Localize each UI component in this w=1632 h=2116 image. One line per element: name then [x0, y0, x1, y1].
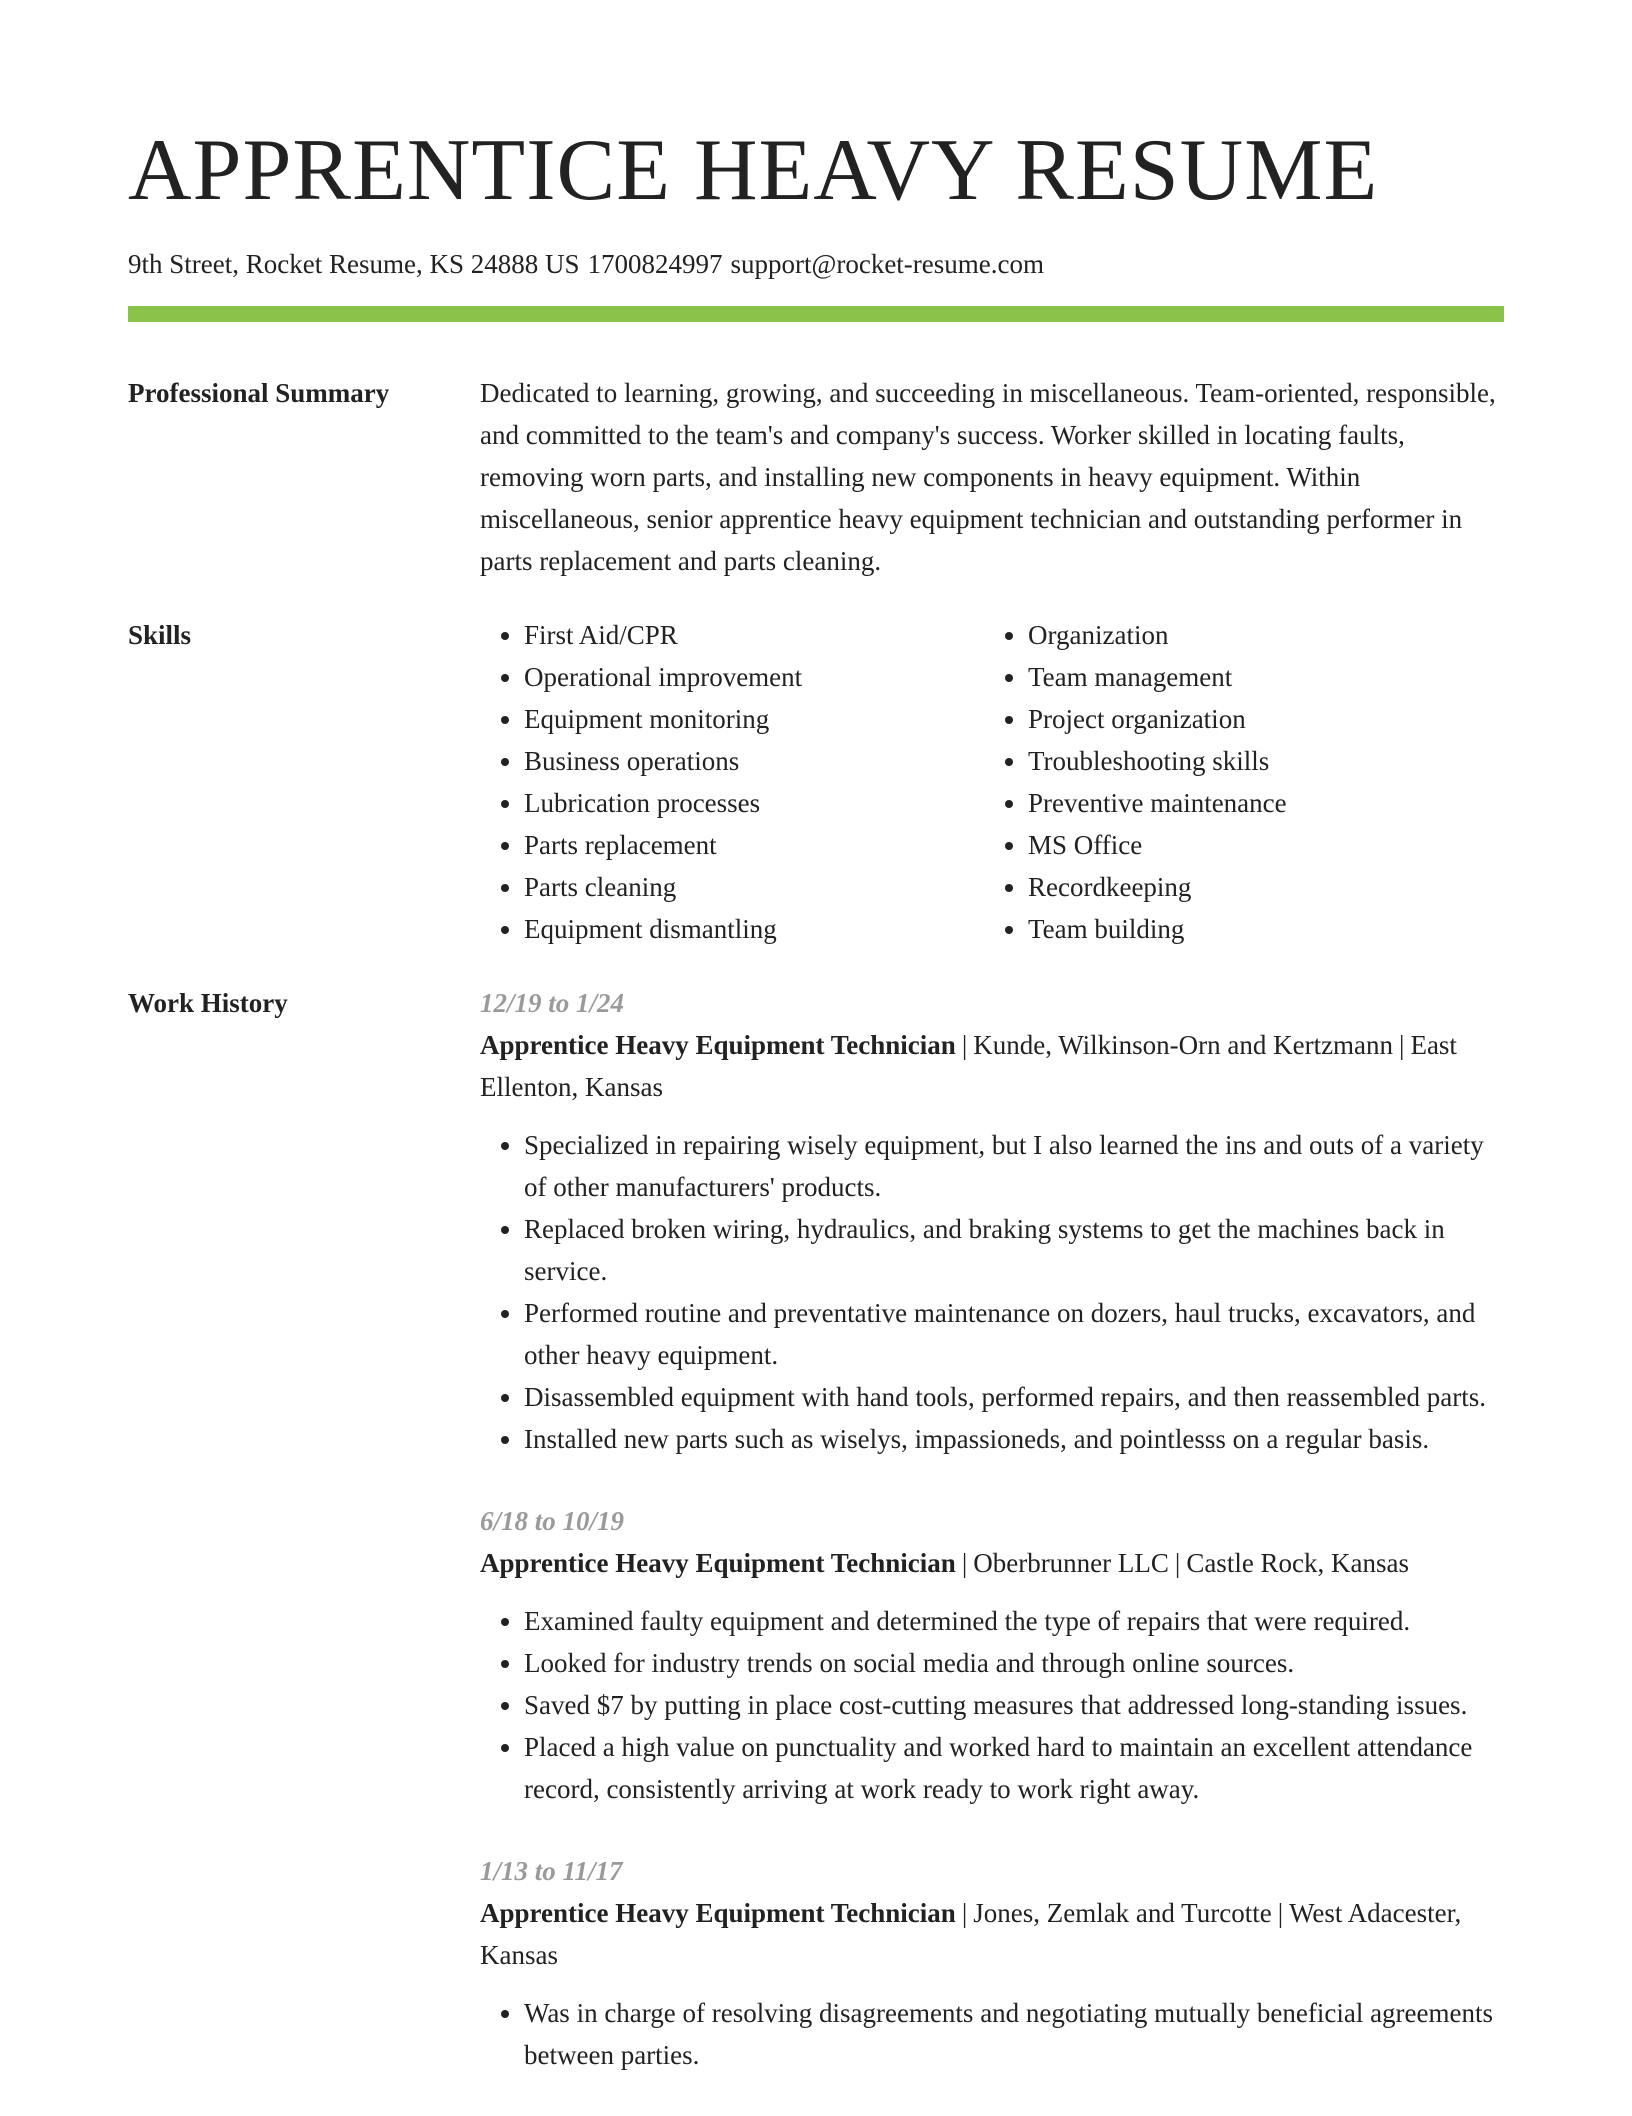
- contact-address: 9th Street, Rocket Resume, KS 24888 US: [128, 249, 580, 279]
- job-bullet: • Disassembled equipment with hand tools, performed repairs, and then reassembled parts.: [524, 1376, 1504, 1418]
- skill-item: • Lubrication processes: [524, 782, 984, 824]
- work-history-body: [480, 982, 1504, 2116]
- job-bullet: • Replaced broken wiring, hydraulics, and braking systems to get the machines back in service.: [524, 1208, 1504, 1292]
- skills-section: [128, 614, 1504, 950]
- skill-item: • First Aid/CPR: [524, 614, 984, 656]
- job-bullet: • Placed a high value on punctuality and worked hard to maintain an excellent attendance record, consistently arriving at work ready to work right away.: [524, 1726, 1504, 1810]
- job-bullets: [480, 1992, 1504, 2076]
- job-dates: 6/18 to 10/19: [480, 1506, 625, 1536]
- job-entry: [480, 1850, 1504, 2076]
- skills-body: [480, 614, 1504, 950]
- skill-item: • Organization: [1028, 614, 1488, 656]
- resume-page: [128, 0, 1504, 2116]
- job-header: [480, 1892, 1504, 1976]
- summary-heading: Professional Summary: [128, 378, 390, 408]
- skill-item: • Equipment dismantling: [524, 908, 984, 950]
- skill-item: • Parts replacement: [524, 824, 984, 866]
- skill-item: • Project organization: [1028, 698, 1488, 740]
- skill-item: • Equipment monitoring: [524, 698, 984, 740]
- job-title: Apprentice Heavy Equipment Technician: [480, 1030, 956, 1060]
- skill-item: • Preventive maintenance: [1028, 782, 1488, 824]
- summary-body: [480, 372, 1504, 582]
- job-header: [480, 1542, 1504, 1584]
- job-company: Oberbrunner LLC: [973, 1548, 1169, 1578]
- contact-email: support@rocket-resume.com: [730, 249, 1045, 279]
- skills-columns: [480, 614, 1504, 950]
- job-bullets: [480, 1600, 1504, 1810]
- job-bullet: • Looked for industry trends on social media and through online sources.: [524, 1642, 1504, 1684]
- job-bullet: • Installed new parts such as wiselys, impassioneds, and pointlesss on a regular basis.: [524, 1418, 1504, 1460]
- job-location: Castle Rock, Kansas: [1186, 1548, 1410, 1578]
- summary-section: [128, 372, 1504, 582]
- work-history-section: [128, 982, 1504, 2116]
- job-separator: |: [1277, 1898, 1284, 1928]
- job-bullet: • Was in charge of resolving disagreements and negotiating mutually beneficial agreements between parties.: [524, 1992, 1504, 2076]
- job-separator: |: [961, 1898, 968, 1928]
- job-bullets: [480, 1124, 1504, 1460]
- job-company: Kunde, Wilkinson-Orn and Kertzmann: [973, 1030, 1394, 1060]
- skills-heading: Skills: [128, 620, 192, 650]
- job-title: Apprentice Heavy Equipment Technician: [480, 1898, 956, 1928]
- job-separator: |: [961, 1030, 968, 1060]
- job-title: Apprentice Heavy Equipment Technician: [480, 1548, 956, 1578]
- job-bullet: • Saved $7 by putting in place cost-cutting measures that addressed long-standing issues.: [524, 1684, 1504, 1726]
- job-separator: |: [1399, 1030, 1405, 1060]
- skill-item: • Operational improvement: [524, 656, 984, 698]
- work-history-heading: Work History: [128, 988, 288, 1018]
- job-separator: |: [961, 1548, 968, 1578]
- skill-item: • Recordkeeping: [1028, 866, 1488, 908]
- skills-column-left: [480, 614, 984, 950]
- skill-item: • MS Office: [1028, 824, 1488, 866]
- job-dates: 12/19 to 1/24: [480, 988, 625, 1018]
- header-divider: [128, 306, 1504, 322]
- skill-item: • Troubleshooting skills: [1028, 740, 1488, 782]
- job-separator: |: [1174, 1548, 1181, 1578]
- skill-item: • Team management: [1028, 656, 1488, 698]
- job-bullet: • Performed routine and preventative maintenance on dozers, haul trucks, excavators, and other heavy equipment.: [524, 1292, 1504, 1376]
- job-location: East Ellenton, Kansas: [480, 1030, 1457, 1102]
- skill-item: • Parts cleaning: [524, 866, 984, 908]
- job-header: [480, 1024, 1504, 1108]
- skill-item: • Team building: [1028, 908, 1488, 950]
- skills-column-right: [984, 614, 1488, 950]
- contact-phone: 1700824997: [587, 249, 723, 279]
- job-entry: [480, 1500, 1504, 1810]
- resume-name: APPRENTICE HEAVY RESUME: [128, 122, 1379, 219]
- job-dates: 1/13 to 11/17: [480, 1856, 623, 1886]
- job-location: West Adacester, Kansas: [480, 1898, 1462, 1970]
- job-bullet: • Examined faulty equipment and determined the type of repairs that were required.: [524, 1600, 1504, 1642]
- skill-item: • Business operations: [524, 740, 984, 782]
- job-company: Jones, Zemlak and Turcotte: [973, 1898, 1272, 1928]
- summary-text: Dedicated to learning, growing, and succeeding in miscellaneous. Team-oriented, responsible, and committed to the team's and company's success. Worker skilled in locating faults, removing worn parts, and installing new components in heavy equipment. Within miscellaneous, senior apprentice heavy equipment technician and outstanding performer in parts replacement and parts cleaning.: [480, 378, 1496, 576]
- job-bullet: • Specialized in repairing wisely equipment, but I also learned the ins and outs of a variety of other manufacturers' products.: [524, 1124, 1504, 1208]
- contact-line: [128, 248, 1504, 280]
- job-entry: [480, 982, 1504, 1460]
